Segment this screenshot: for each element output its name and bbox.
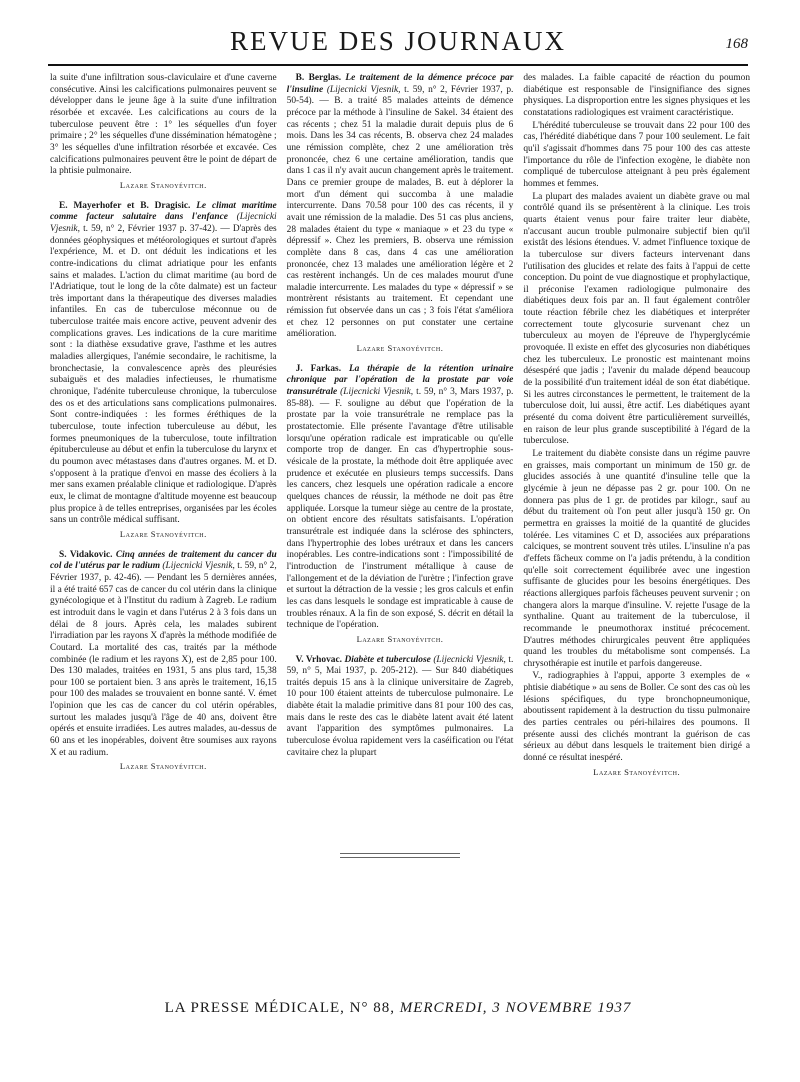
article-author: B. Berglas. (295, 73, 342, 83)
article-title: La thérapie de la rétention urinaire chronique par l'opération de la prostate par voie transurétrale (286, 363, 514, 398)
article-author: J. Farkas. (295, 363, 342, 374)
footer-separator (340, 853, 460, 854)
journal-title: REVUE DES JOURNAUX (229, 26, 566, 56)
column-3 (523, 73, 750, 793)
article-body: F. souligne au début que l'opération de la prostate par la voie transurétrale ne remplace pas la prostatectomie. Elle présente l'avantage d'être utilisable lorsqu'une opération radicale est impraticable ou qu'elle comporte trop de danger. En cas d'hypertrophie sous-vésicale de la prostate, la méthode doit être appliquée avec prudence et exécutée en plusieurs temps successifs. Dans les cancers, chez lesquels une opération radicale a encore quelques chances de réussir, la méthode ne doit pas être appliquée. Lorsque la tumeur siège au centre de la prostate, on obtient encore des résultats satisfaisants. L'opération transurétrale est indiquée dans la sclérose des sphincters, dans l'hypertrophie des lobes urétraux et dans les cancers inopérables. Les contre-indications sont : l'impossibilité de l'introduction de l'instrument métallique à cause de l'allongement et de la déviation de l'urètre ; l'infection grave et surtout la détraction de la vessie ; les gros calculs et enfin les cas dans lesquels le sondage est impraticable à cause de troubles rénaux. A la fin de son exposé, S. décrit en détail la technique de l'opération. (286, 398, 514, 631)
article-source: (Lijecnicki Vjesnik, (433, 654, 506, 665)
article-title: Cinq années de traitement du cancer du col de l'utérus par le radium (50, 549, 277, 572)
article-source: (Lijecnicki Vjesnik, (50, 212, 277, 234)
paragraph: des malades. La faible capacité de réaction du poumon diabétique est responsable de l'insignifiance des signes physiques. La disproportion entre les signes physiques et les constatations radiologiques est vraiment caractéristique. (523, 73, 751, 118)
paragraph: V., radiographies à l'appui, apporte 3 exemples de « phtisie diabétique » au sens de Boller. Ce sont des cas où les lésions spécifiques, du type bronchopneumonique, aboutissent rapidement à la destruction du tissu pulmonaire des parties centrales ou péri-hilaires des poumons. Il présente aussi des clichés montrant la guérison de cas sérieux au début dans lesquels le traitement bien dirigé a donné ce résultat inespéré. (523, 671, 751, 764)
article-abstract (287, 655, 514, 760)
article-reference: t. 59, n° 2, Février 1937, p. 42-46). — (50, 561, 277, 583)
article-body: Sur 840 diabétiques traités depuis 15 ans à la clinique universitaire de Zagreb, 10 pour 100 étaient atteints de tuberculose pulmonaire. Le diabète était la maladie primitive dans 81 pour 100 des cas, mais dans le reste des cas le diabète latent avait été latent avant l'apparition des symptômes pulmonaires. La tuberculose évolua rapidement vers la caséification ou l'état cavitaire chez la plupart (286, 666, 514, 758)
page-number: 168 (725, 36, 748, 52)
article-abstract (287, 364, 514, 632)
article-columns (50, 73, 750, 793)
paragraph: L'hérédité tuberculeuse se trouvait dans 22 pour 100 des cas, l'hérédité diabétique dans 7 pour 100 seulement. Le fait qu'il s'agissait d'hommes dans 75 pour 100 des cas atteste l'importance du rôle de l'infection exogène, le diabète non compliqué de tuberculose atteignant à peu près également hommes et femmes. (523, 120, 751, 189)
page-header (48, 20, 748, 64)
article-author: V. Vrhovac. (295, 654, 342, 665)
page-footer (48, 1000, 748, 1017)
paragraph: Le traitement du diabète consiste dans un régime pauvre en graisses, mais comportant un minimum de 150 gr. de glucides associés à une quantité d'insuline telle que la glycémie à jeun ne dépasse pas 2 gr. pour 100. On ne donnera pas plus de 1 gr. de protides par kilogr., sauf au début du traitement où l'on peut aller jusqu'à 150 gr. On permettra en graisses la moitié de la quantité de glucides tolérée. Les vitamines C et D, associées aux préparations calciques, se montrent souvent très utiles. L'insuline n'a pas d'effets fâcheux comme on l'a jadis prétendu, à la condition qu'elle soit correctement équilibrée avec une ingestion suffisante de glucides pour les besoins énergétiques. Des réactions allergiques parfois fâcheuses peuvent survenir ; on changera alors la marque d'insuline. V. rejette l'usage de la synthaline. Quant au traitement de la tuberculose, il recommande le pneumothorax institué précocement. D'autres méthodes chirurgicales peuvent être appliquées quand les troubles du métabolisme sont compensés. La chrysothérapie est inutile et parfois dangereuse. (523, 449, 751, 669)
article-reference: t. 59, n° 5, Mai 1937, p. 205-212). — (286, 654, 514, 677)
footer-publication: LA PRESSE MÉDICALE, (164, 1000, 345, 1016)
article-reference: t. 59, n° 3, Mars 1937, p. 85-88). — (286, 387, 514, 409)
article-reference: t. 59, n° 2, Février 1937, p. 50-54). — (286, 84, 514, 107)
article-source: (Lijecnicki Vjesnik, (162, 561, 235, 572)
footer-separator-2 (340, 857, 460, 858)
column-2 (287, 73, 514, 793)
author-signature: Lazare Stanoyévitch. (119, 179, 207, 190)
author-signature: Lazare Stanoyévitch. (119, 528, 207, 539)
paragraph: la suite d'une infiltration sous-claviculaire et d'une caverne consécutive. Ainsi les calcifications pulmonaires peuvent se développer dans le jeune âge à la suite d'une infiltration résorbée et excavée. Les calcifications au cours de la tuberculose peuvent être : 1° les séquelles d'un foyer primaire ; 2° les séquelles d'une dissémination hématogène ; 3° les séquelles d'une infiltration résorbée et excavée. Ces calcifications pulmonaires peuvent être le point de départ de la phtisie pulmonaire. (50, 73, 277, 177)
author-signature: Lazare Stanoyévitch. (593, 766, 681, 777)
author-signature: Lazare Stanoyévitch. (356, 343, 444, 354)
article-abstract (50, 550, 277, 760)
article-title: Le traitement de la démence précoce par l'insuline (286, 73, 514, 95)
author-signature: Lazare Stanoyévitch. (119, 761, 207, 772)
article-source: (Lijecnicki Vjesnik, (340, 387, 414, 398)
author-signature: Lazare Stanoyévitch. (356, 633, 444, 644)
article-author: S. Vidakovic. (59, 549, 113, 560)
article-title: Diabète et tuberculose (344, 654, 431, 665)
footer-date: MERCREDI, 3 NOVEMBRE 1937 (399, 1000, 632, 1016)
paragraph: La plupart des malades avaient un diabète grave ou mal contrôlé quand ils se présentèrent à la clinique. Les trois quarts étaient venus pour faire traiter leur diabète, n'accusant aucun trouble pulmonaire subjectif bien qu'il existât des lésions étendues. V. admet l'influence toxique de la tuberculose sur divers facteurs intervenant dans l'utilisation des glucides et relate des faits à l'appui de cette conception. Du point de vue diagnostique et prophylactique, il préconise l'examen radiologique pulmonaire des diabétiques deux fois par an. Il faut également contrôler toute réaction fébrile chez les diabétiques et interpréter correctement toute glycosurie survenant chez un tuberculeux au moyen de l'épreuve de l'hyperglycémie provoquée. Il existe en effet des glycosuries non diabétiques chez les tuberculeux. Le pronostic est maintenant moins désespéré que jadis ; l'avenir du malade dépend beaucoup de la possibilité d'un traitement idéal de son état diabétique. Si les autres circonstances le permettent, le traitement de la tuberculose doit, lui aussi, être actif. Les diabétiques ayant présenté du coma doivent être particulièrement surveillés, en raison de leur plus grande susceptibilité à l'égard de la tuberculose. (523, 191, 751, 447)
column-1 (50, 73, 277, 793)
article-title: Le climat maritime comme facteur salutaire dans l'enfance (50, 200, 277, 223)
article-author: E. Mayerhofer et B. Dragisic. (59, 200, 191, 211)
article-body: B. a traité 85 malades atteints de démence précoce par la méthode à l'insuline de Sakel. 34 étaient des cas récents ; chez 51 la maladie durait depuis plus de 6 mois. Dans les 34 cas récents, B. observa chez 24 malades une rémission complète, chez 2 une amélioration très prononcée, chez 6 une certaine amélioration, tandis que dans 1 cas il n'y avait aucun changement après le traitement. Dans ce premier groupe de malades, B. eut à déplorer la mort d'un dément qui succomba à une maladie intercurrente. Dans 70.58 pour 100 des cas récents, il y avait une rémission de la maladie. Des 51 cas plus anciens, 28 malades étaient du type « maniaque » et 23 du type « dépressif ». Chez les premiers, B. observa une rémission complète dans 8 cas, dans 4 cas une amélioration prononcée, chez 13 malades une amélioration légère et 2 cas restèrent inchangés. Un de ces malades mourut d'une maladie intercurrente. Les malades du type « dépressif » se montrèrent résistants au traitement. Et cependant une rémission fut observée dans un cas ; 3 fois l'état s'améliora et chez 12 personnes on put constater une certaine amélioration. (286, 96, 514, 340)
article-body: D'après des données géophysiques et météorologiques et surtout d'après l'expérience, M. et D. ont déduit les indications et les contre-indications du climat adriatique pour les enfants sains et malades. L'action du climat maritime (au bord de l'Adriatique, tout le long de la côte dalmate) est un facteur très important dans la thérapeutique des diverses maladies infantiles. En cas de tuberculose méconnue ou de tuberculose traitée mais encore active, peuvent advenir des complications graves. Les indications de la cure maritime sont : la diathèse exsudative grave, l'asthme et les autres maladies allergiques, l'anémie secondaire, le rachitisme, la bronchectasie, la convalescence après des pleurésies subaiguës et des maladies infectieuses, le rhumatisme chronique, l'adénite tuberculeuse chronique, la tuberculose des os et des articulations sans complications pulmonaires. Sont contre-indiquées : les formes éréthiques de la tuberculose, toute infection tuberculeuse au début, les formes pneumoniques de la tuberculose, toute infiltration épituberculeuse au début et enfin la tuberculose du larynx et du poumon avec métastases dans d'autres organes. M. et D. s'opposent à la pratique d'envoi en masse des écoliers à la mer sans examen préalable clinique et radiologique. D'après eux, le climat de montagne d'altitude moyenne est beaucoup plus propice à de telles entreprises, organisées par les écoles sans un contrôle médical suffisant. (50, 223, 277, 526)
header-rule (48, 64, 748, 66)
article-abstract (287, 73, 514, 341)
article-source: (Lijecnicki Vjesnik, (326, 84, 401, 95)
article-reference: t. 59, n° 2, Février 1937 p. 37-42). — (83, 223, 233, 234)
article-body: Pendant les 5 dernières années, il a été traité 657 cas de cancer du col utérin dans la clinique gynécologique et à l'Institut du radium à Zagreb. Le radium est introduit dans le vagin et dans l'utérus 2 à 3 fois dans un délai de 8 jours. Après cela, les malades subirent l'irradiation par les rayons X d'après la méthode modifiée de Coutard. La mortalité des cas, traités par la méthode combinée (le radium et les rayons X), est de 2,85 pour 100. Des 130 malades, traitées en 1931, 5 ans plus tard, 15,38 pour 100 se portaient bien. 3 ans après le traitement, 16,15 pour 100 des malades se trouvaient en bonne santé. V. émet l'opinion que les cas de cancer du col utérin opérables, surtout les malades jusqu'à l'âge de 40 ans, doivent être opérés et ensuite irradiées. Les autres malades, au-dessus de 60 ans et les inopérables, doivent être soumises aux rayons X et au radium. (50, 572, 277, 758)
footer-issue: N° 88, (349, 1000, 395, 1016)
article-abstract (50, 201, 277, 527)
